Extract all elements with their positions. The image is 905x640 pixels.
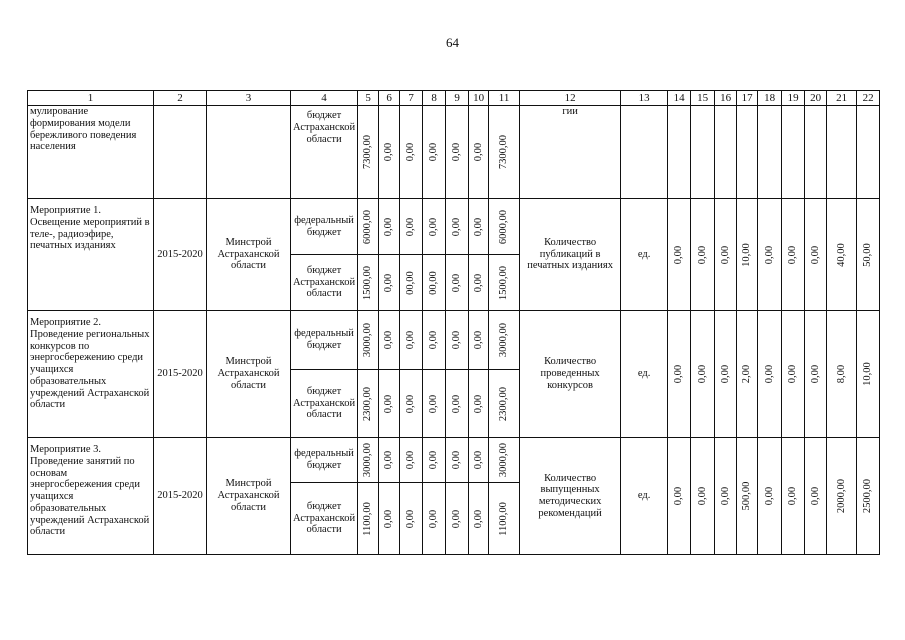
column-number: 21 — [827, 91, 857, 106]
target-value-text: 500,00 — [741, 481, 753, 511]
funding-amount — [469, 483, 489, 555]
target-value-text: 0,00 — [719, 364, 731, 384]
column-number: 9 — [446, 91, 469, 106]
measure-row — [28, 199, 880, 255]
unit: ед. — [621, 438, 668, 555]
empty-cell — [782, 106, 805, 199]
funding-amount-text: 0,00 — [451, 273, 463, 292]
funding-amount-text: 6000,00 — [362, 209, 374, 244]
funding-source: бюджет Астраханской области — [291, 370, 358, 438]
column-number-row — [28, 91, 880, 106]
target-value — [737, 438, 758, 555]
funding-amount — [469, 438, 489, 483]
funding-amount — [400, 199, 423, 255]
empty-cell — [668, 106, 691, 199]
funding-amount — [379, 370, 400, 438]
indicator-name: Количество публикаций в печатных изданиях — [520, 199, 621, 311]
funding-amount-text: 0,00 — [451, 509, 463, 528]
funding-amount-text: 3000,00 — [498, 322, 510, 358]
target-value — [668, 311, 691, 438]
funding-amount — [489, 199, 520, 255]
funding-amount-text: 0,00 — [428, 509, 440, 528]
funding-amount — [489, 370, 520, 438]
funding-amount — [379, 199, 400, 255]
target-value — [715, 438, 737, 555]
target-value-text: 0,00 — [673, 364, 685, 384]
funding-amount — [469, 255, 489, 311]
funding-amount-text: 0,00 — [405, 142, 417, 162]
funding-amount-text: 3000,00 — [362, 322, 374, 358]
column-number: 2 — [154, 91, 207, 106]
funding-amount-text: 0,00 — [472, 394, 484, 413]
empty-cell — [715, 106, 737, 199]
target-value-text: 0,00 — [696, 364, 708, 384]
funding-source: бюджет Астраханской области — [291, 483, 358, 555]
funding-amount-text: 0,00 — [451, 450, 463, 470]
target-value-text: 0,00 — [696, 486, 708, 506]
funding-amount-text: 0,00 — [383, 330, 395, 350]
target-value — [758, 311, 782, 438]
target-value-text: 40,00 — [835, 242, 847, 267]
funding-amount-text: 00,00 — [428, 270, 440, 295]
funding-amount-text: 0,00 — [383, 273, 395, 292]
funding-amount-text: 0,00 — [383, 450, 395, 470]
funding-amount-text: 2300,00 — [362, 386, 374, 421]
target-value — [737, 199, 758, 311]
target-value-text: 0,00 — [719, 486, 731, 506]
funding-amount-text: 0,00 — [451, 330, 463, 350]
column-number: 15 — [691, 91, 715, 106]
funding-amount — [446, 438, 469, 483]
funding-amount-text: 0,00 — [428, 330, 440, 350]
target-value — [857, 199, 880, 311]
funding-amount — [423, 370, 446, 438]
funding-amount-text: 0,00 — [428, 142, 440, 162]
funding-amount — [358, 199, 379, 255]
target-value — [857, 438, 880, 555]
target-value — [782, 438, 805, 555]
target-value-text: 2,00 — [741, 364, 753, 384]
target-value — [691, 311, 715, 438]
target-value-text: 0,00 — [673, 486, 685, 506]
measure-name: Мероприятие 3. Проведение занятий по основам энергосбережения среди учащихся образовательных учреждений Астраханской области — [28, 438, 154, 555]
funding-amount — [400, 370, 423, 438]
target-value — [857, 311, 880, 438]
target-value — [758, 438, 782, 555]
measure-name: Мероприятие 2. Проведение региональных конкурсов по энергосбережению среди учащихся образовательных учреждений Астраханской области — [28, 311, 154, 438]
funding-amount — [446, 370, 469, 438]
target-value — [668, 438, 691, 555]
target-value — [782, 199, 805, 311]
period: 2015-2020 — [154, 438, 207, 555]
funding-amount-text: 7300,00 — [362, 134, 374, 170]
target-value — [805, 311, 827, 438]
funding-amount — [400, 106, 423, 199]
measure-name: мулирование формирования модели бережливого поведения населения — [28, 106, 154, 199]
column-number: 17 — [737, 91, 758, 106]
funding-amount-text: 0,00 — [451, 394, 463, 413]
column-number: 14 — [668, 91, 691, 106]
empty-cell — [857, 106, 880, 199]
funding-amount-text: 0,00 — [383, 217, 395, 236]
column-number: 16 — [715, 91, 737, 106]
target-value-text: 0,00 — [809, 486, 821, 506]
funding-amount — [400, 483, 423, 555]
funding-amount — [469, 370, 489, 438]
funding-amount-text: 0,00 — [383, 394, 395, 413]
target-value — [758, 199, 782, 311]
funding-amount — [489, 255, 520, 311]
target-value-text: 0,00 — [809, 245, 821, 264]
executor: Минстрой Астраханской области — [207, 438, 291, 555]
column-number: 8 — [423, 91, 446, 106]
measure-name: Мероприятие 1. Освещение мероприятий в теле-, радиоэфире, печатных изданиях — [28, 199, 154, 311]
target-value-text: 10,00 — [741, 242, 753, 267]
target-value-text: 0,00 — [787, 245, 799, 264]
column-number: 5 — [358, 91, 379, 106]
funding-amount — [423, 311, 446, 370]
target-value-text: 0,00 — [763, 486, 775, 506]
column-number: 20 — [805, 91, 827, 106]
funding-amount — [358, 255, 379, 311]
funding-amount — [446, 311, 469, 370]
target-value — [827, 438, 857, 555]
period-cell — [154, 106, 207, 199]
funding-amount-text: 0,00 — [472, 509, 484, 528]
target-value-text: 0,00 — [719, 245, 731, 264]
funding-amount-text: 0,00 — [451, 142, 463, 162]
empty-cell — [691, 106, 715, 199]
funding-amount — [358, 370, 379, 438]
target-value-text: 0,00 — [763, 245, 775, 264]
funding-amount — [489, 106, 520, 199]
target-value — [691, 199, 715, 311]
funding-amount-text: 0,00 — [405, 217, 417, 236]
funding-amount-text: 0,00 — [472, 330, 484, 350]
funding-amount-text: 0,00 — [383, 142, 395, 162]
funding-amount-text: 1100,00 — [362, 501, 374, 536]
target-value-text: 0,00 — [787, 486, 799, 506]
column-number: 22 — [857, 91, 880, 106]
funding-amount — [446, 106, 469, 199]
funding-amount — [400, 438, 423, 483]
funding-amount-text: 3000,00 — [498, 442, 510, 478]
funding-amount — [379, 255, 400, 311]
target-value — [782, 311, 805, 438]
funding-amount — [358, 483, 379, 555]
column-number: 18 — [758, 91, 782, 106]
funding-amount — [446, 483, 469, 555]
funding-amount-text: 1500,00 — [498, 265, 510, 300]
target-value — [827, 199, 857, 311]
target-value-text: 10,00 — [862, 362, 874, 386]
funding-amount — [379, 483, 400, 555]
funding-amount-text: 0,00 — [472, 273, 484, 292]
column-number: 1 — [28, 91, 154, 106]
target-value — [691, 438, 715, 555]
target-value — [805, 438, 827, 555]
target-value-text: 2000,00 — [835, 478, 847, 514]
funding-amount-text: 0,00 — [451, 217, 463, 236]
funding-amount — [469, 199, 489, 255]
funding-amount-text: 7300,00 — [498, 134, 510, 170]
funding-amount-text: 00,00 — [405, 270, 417, 295]
funding-amount-text: 6000,00 — [498, 209, 510, 244]
funding-amount — [379, 438, 400, 483]
target-value — [715, 311, 737, 438]
measure-row — [28, 438, 880, 483]
column-number: 19 — [782, 91, 805, 106]
column-number: 12 — [520, 91, 621, 106]
executor: Минстрой Астраханской области — [207, 311, 291, 438]
target-value-text: 0,00 — [763, 364, 775, 384]
measure-row — [28, 311, 880, 370]
funding-amount-text: 0,00 — [472, 450, 484, 470]
target-value-text: 8,00 — [835, 364, 847, 384]
target-value-text: 50,00 — [862, 242, 874, 267]
funding-amount — [469, 106, 489, 199]
funding-amount-text: 0,00 — [428, 217, 440, 236]
continuation-row — [28, 106, 880, 199]
funding-source: федеральный бюджет — [291, 311, 358, 370]
funding-amount — [358, 311, 379, 370]
funding-amount — [379, 106, 400, 199]
target-value — [737, 311, 758, 438]
funding-amount — [400, 311, 423, 370]
funding-amount-text: 0,00 — [472, 142, 484, 162]
column-number: 11 — [489, 91, 520, 106]
column-number: 7 — [400, 91, 423, 106]
column-number: 4 — [291, 91, 358, 106]
funding-amount-text: 0,00 — [383, 509, 395, 528]
funding-amount — [423, 438, 446, 483]
funding-amount-text: 0,00 — [405, 330, 417, 350]
funding-amount — [489, 311, 520, 370]
funding-amount — [446, 255, 469, 311]
target-value-text: 2500,00 — [862, 478, 874, 514]
funding-amount — [446, 199, 469, 255]
page-number: 64 — [446, 35, 459, 50]
funding-amount — [489, 483, 520, 555]
funding-source: федеральный бюджет — [291, 438, 358, 483]
empty-cell — [621, 106, 668, 199]
funding-source: федеральный бюджет — [291, 199, 358, 255]
indicator-name: Количество проведенных конкурсов — [520, 311, 621, 438]
target-value — [827, 311, 857, 438]
period: 2015-2020 — [154, 311, 207, 438]
funding-amount-text: 0,00 — [472, 217, 484, 236]
target-value-text: 0,00 — [809, 364, 821, 384]
funding-amount-text: 1100,00 — [498, 501, 510, 536]
column-number: 13 — [621, 91, 668, 106]
target-value — [715, 199, 737, 311]
target-value-text: 0,00 — [673, 245, 685, 264]
executor: Минстрой Астраханской области — [207, 199, 291, 311]
program-measures-table — [27, 90, 880, 555]
funding-amount-text: 0,00 — [405, 394, 417, 413]
funding-amount-text: 0,00 — [428, 450, 440, 470]
column-number: 10 — [469, 91, 489, 106]
funding-amount — [469, 311, 489, 370]
funding-source: бюджет Астраханской области — [291, 255, 358, 311]
funding-amount — [423, 199, 446, 255]
empty-cell — [758, 106, 782, 199]
funding-amount — [423, 483, 446, 555]
funding-amount-text: 3000,00 — [362, 442, 374, 478]
executor-cell — [207, 106, 291, 199]
funding-amount — [358, 438, 379, 483]
funding-amount-text: 0,00 — [405, 509, 417, 528]
indicator-name: гии — [520, 106, 621, 199]
unit: ед. — [621, 311, 668, 438]
empty-cell — [805, 106, 827, 199]
target-value — [668, 199, 691, 311]
funding-amount — [400, 255, 423, 311]
funding-amount — [489, 438, 520, 483]
funding-amount — [358, 106, 379, 199]
target-value-text: 0,00 — [696, 245, 708, 264]
empty-cell — [737, 106, 758, 199]
funding-amount — [423, 255, 446, 311]
period: 2015-2020 — [154, 199, 207, 311]
empty-cell — [827, 106, 857, 199]
column-number: 6 — [379, 91, 400, 106]
funding-amount-text: 0,00 — [405, 450, 417, 470]
target-value-text: 0,00 — [787, 364, 799, 384]
funding-amount-text: 0,00 — [428, 394, 440, 413]
funding-amount — [379, 311, 400, 370]
column-number: 3 — [207, 91, 291, 106]
funding-amount-text: 2300,00 — [498, 386, 510, 421]
unit: ед. — [621, 199, 668, 311]
indicator-name: Количество выпущенных методических рекомендаций — [520, 438, 621, 555]
funding-amount-text: 1500,00 — [362, 265, 374, 300]
funding-source: бюджет Астраханской области — [291, 106, 358, 199]
target-value — [805, 199, 827, 311]
funding-amount — [423, 106, 446, 199]
